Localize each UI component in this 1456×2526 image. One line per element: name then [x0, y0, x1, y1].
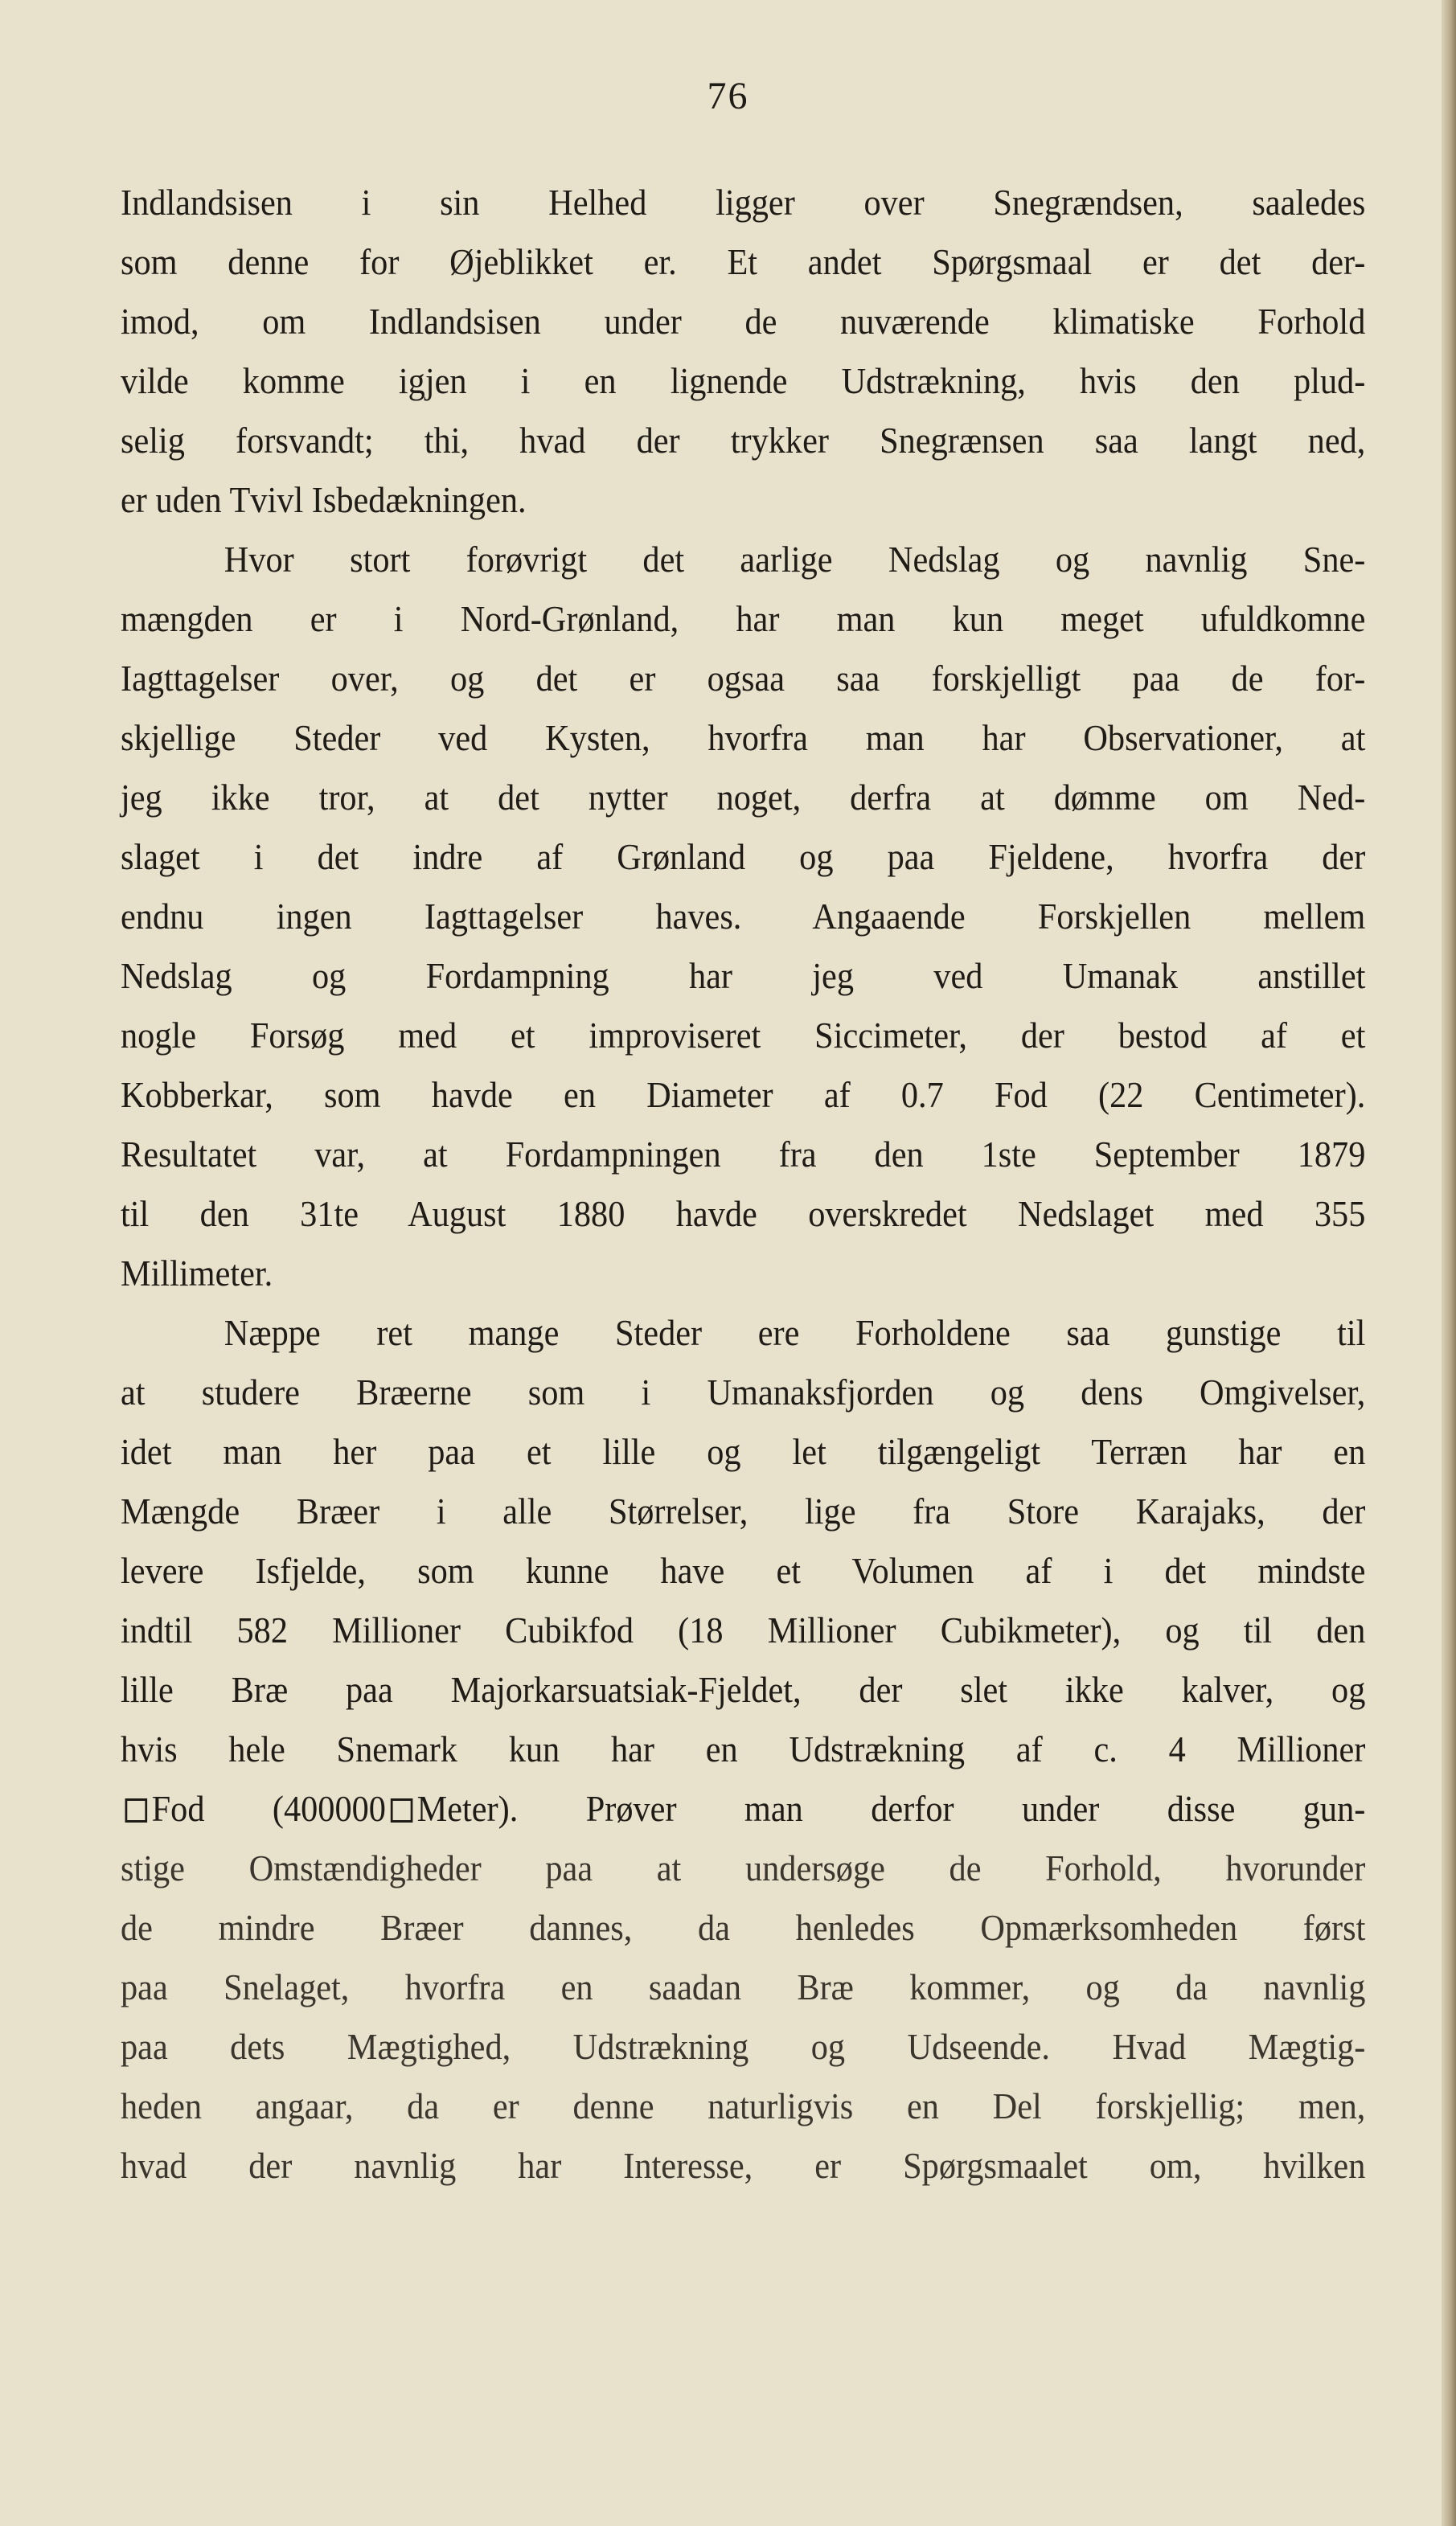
- text-fragment: Meter). Prøver man derfor under disse gun-: [416, 1788, 1366, 1829]
- text-line: selig forsvandt; thi, hvad der trykker Snegrænsen saa langt ned,: [121, 420, 1366, 461]
- page-number: 76: [707, 75, 749, 117]
- text-line: nogle Forsøg med et improviseret Siccimeter, der bestod af et: [121, 1015, 1366, 1056]
- page-edge-shadow: [1442, 0, 1456, 2526]
- text-line: Hvor stort forøvrigt det aarlige Nedslag og navnlig Sne-: [224, 539, 1366, 580]
- text-line: endnu ingen Iagttagelser haves. Angaaende Forskjellen mellem: [121, 896, 1366, 937]
- text-line: mængden er i Nord-Grønland, har man kun meget ufuldkomne: [121, 598, 1366, 639]
- text-line: Næppe ret mange Steder ere Forholdene saa gunstige til: [224, 1312, 1366, 1353]
- text-line: paa Snelaget, hvorfra en saadan Bræ kommer, og da navnlig: [121, 1966, 1366, 2007]
- text-line: slaget i det indre af Grønland og paa Fjeldene, hvorfra der: [121, 836, 1366, 877]
- text-line: hvis hele Snemark kun har en Udstrækning af c. 4 Millioner: [121, 1728, 1366, 1769]
- text-line: jeg ikke tror, at det nytter noget, derfra at dømme om Ned-: [121, 777, 1366, 818]
- text-fragment: Fod (400000: [151, 1788, 386, 1829]
- text-line: de mindre Bræer dannes, da henledes Opmærksomheden først: [121, 1907, 1366, 1948]
- text-line: Millimeter.: [121, 1253, 273, 1294]
- square-symbol-icon: [390, 1798, 412, 1823]
- text-line: indtil 582 Millioner Cubikfod (18 Millioner Cubikmeter), og til den: [121, 1610, 1366, 1651]
- text-line: paa dets Mægtighed, Udstrækning og Udseende. Hvad Mægtig-: [121, 2026, 1366, 2067]
- text-line: Resultatet var, at Fordampningen fra den 1ste September 1879: [121, 1134, 1366, 1175]
- text-line: Nedslag og Fordampning har jeg ved Umanak anstillet: [121, 955, 1366, 996]
- text-line: til den 31te August 1880 havde overskredet Nedslaget med 355: [121, 1193, 1366, 1234]
- text-line: som denne for Øjeblikket er. Et andet Spørgsmaal er det der-: [121, 241, 1366, 282]
- text-line: skjellige Steder ved Kysten, hvorfra man har Observationer, at: [121, 717, 1366, 758]
- text-line: stige Omstændigheder paa at undersøge de Forhold, hvorunder: [121, 1847, 1366, 1888]
- text-line: imod, om Indlandsisen under de nuværende klimatiske Forhold: [121, 301, 1366, 342]
- text-line: vilde komme igjen i en lignende Udstrækning, hvis den plud-: [121, 360, 1366, 401]
- text-line: Kobberkar, som havde en Diameter af 0.7 Fod (22 Centimeter).: [121, 1074, 1366, 1115]
- text-line: at studere Bræerne som i Umanaksfjorden og dens Omgivelser,: [121, 1372, 1366, 1413]
- text-line: idet man her paa et lille og let tilgængeligt Terræn har en: [121, 1431, 1366, 1472]
- text-line: levere Isfjelde, som kunne have et Volumen af i det mindste: [121, 1550, 1366, 1591]
- text-line: Iagttagelser over, og det er ogsaa saa forskjelligt paa de for-: [121, 658, 1366, 699]
- text-line: Mængde Bræer i alle Størrelser, lige fra Store Karajaks, der: [121, 1491, 1366, 1532]
- text-line-with-squares: [121, 1779, 1365, 1839]
- text-line: heden angaar, da er denne naturligvis en Del forskjellig; men,: [121, 2085, 1366, 2126]
- square-symbol-icon: [125, 1798, 148, 1823]
- text-line: hvad der navnlig har Interesse, er Spørgsmaalet om, hvilken: [121, 2145, 1366, 2186]
- body-text: [121, 173, 1365, 2196]
- text-line: Indlandsisen i sin Helhed ligger over Snegrændsen, saaledes: [121, 182, 1366, 223]
- text-line: lille Bræ paa Majorkarsuatsiak-Fjeldet, der slet ikke kalver, og: [121, 1669, 1366, 1710]
- text-line: er uden Tvivl Isbedækningen.: [121, 479, 527, 520]
